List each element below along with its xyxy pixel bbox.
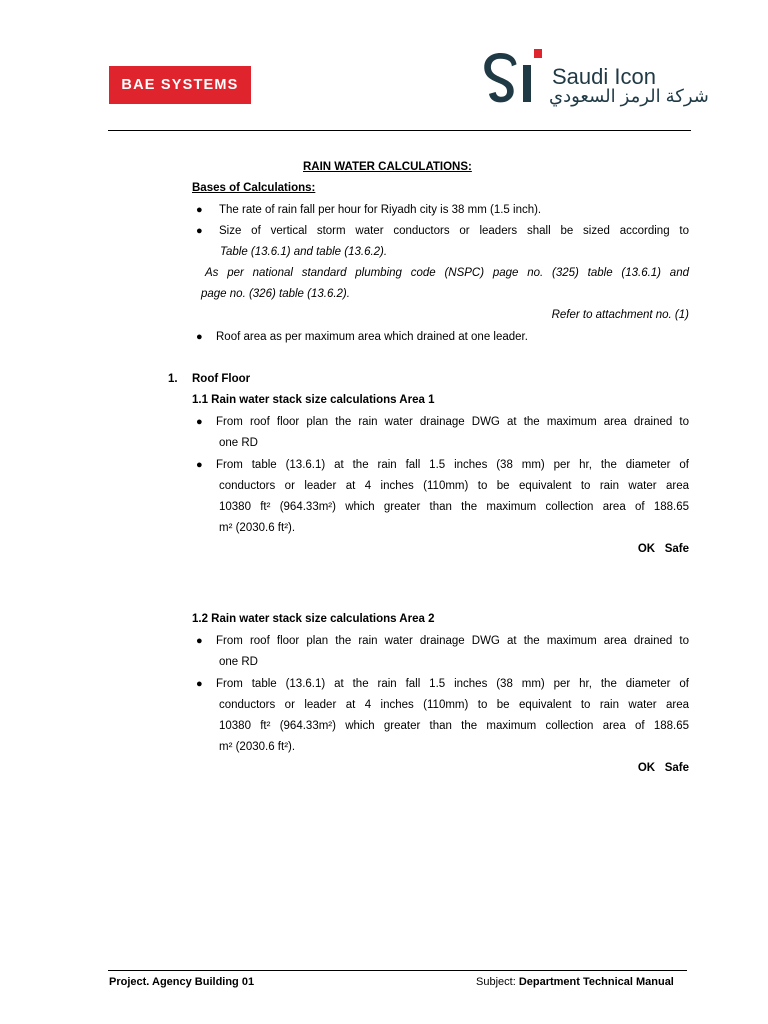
saudi-icon-arabic-name: شركة الرمز السعودي — [549, 86, 709, 106]
sub2-bullet-1-line-2: one RD — [219, 656, 258, 668]
bullet-marker: ● — [196, 225, 203, 237]
saudi-icon-logo-mark — [483, 49, 547, 105]
section-heading: Roof Floor — [192, 373, 251, 385]
footer-subject — [476, 975, 674, 989]
footer-divider — [108, 970, 687, 971]
bases-bullet-2-line-1: Size of vertical storm water conductors or leaders shall be sized according to — [219, 225, 689, 237]
bullet-marker: ● — [196, 459, 203, 471]
subsection-2-heading: 1.2 Rain water stack size calculations Area 2 — [192, 613, 435, 625]
bases-bullet-3: Roof area as per maximum area which drained at one leader. — [216, 331, 528, 343]
refer-attachment: Refer to attachment no. (1) — [551, 309, 689, 321]
sub2-bullet-2-line-4: m² (2030.6 ft²). — [219, 741, 296, 753]
sub1-result: OK Safe — [637, 543, 689, 555]
subsection-1-heading: 1.1 Rain water stack size calculations Area 1 — [192, 394, 435, 406]
bullet-marker: ● — [196, 635, 203, 647]
bullet-marker: ● — [196, 204, 203, 216]
bae-systems-logo — [109, 66, 251, 104]
page-title: RAIN WATER CALCULATIONS: — [303, 161, 472, 173]
sub1-bullet-1-line-2: one RD — [219, 437, 258, 449]
bullet-marker: ● — [196, 416, 203, 428]
sub2-bullet-1-line-1: From roof floor plan the rain water drainage DWG at the maximum area drained to — [216, 635, 689, 647]
sub1-bullet-1-line-1: From roof floor plan the rain water drainage DWG at the maximum area drained to — [216, 416, 689, 428]
section-number: 1. — [168, 373, 178, 385]
sub2-bullet-2-line-1: From table (13.6.1) at the rain fall 1.5 inches (38 mm) per hr, the diameter of — [216, 678, 689, 690]
sub1-bullet-2-line-1: From table (13.6.1) at the rain fall 1.5 inches (38 mm) per hr, the diameter of — [216, 459, 689, 471]
bullet-marker: ● — [196, 331, 203, 343]
bases-heading: Bases of Calculations: — [192, 182, 316, 194]
bases-note-line-2: page no. (326) table (13.6.2). — [201, 288, 350, 300]
sub1-bullet-2-line-4: m² (2030.6 ft²). — [219, 522, 296, 534]
sub2-result: OK Safe — [637, 762, 689, 774]
sub2-bullet-2-line-3: 10380 ft² (964.33m²) which greater than the maximum collection area of 188.65 — [219, 720, 689, 732]
header-divider — [108, 130, 691, 131]
sub1-bullet-2-line-3: 10380 ft² (964.33m²) which greater than the maximum collection area of 188.65 — [219, 501, 689, 513]
bases-note-line-1: As per national standard plumbing code (NSPC) page no. (325) table (13.6.1) and — [205, 267, 689, 279]
bases-bullet-1: The rate of rain fall per hour for Riyadh city is 38 mm (1.5 inch). — [219, 204, 542, 216]
footer-subject-value: Department Technical Manual — [518, 976, 674, 988]
bae-logo-text: BAE SYSTEMS — [121, 77, 239, 93]
footer-subject-label: Subject: — [476, 976, 519, 988]
saudi-icon-name: Saudi Icon — [552, 64, 656, 89]
bases-bullet-2-line-2: Table (13.6.1) and table (13.6.2). — [220, 246, 388, 258]
sub1-bullet-2-line-2: conductors or leader at 4 inches (110mm) to be equivalent to rain water area — [219, 480, 689, 492]
bullet-marker: ● — [196, 678, 203, 690]
footer-project: Project. Agency Building 01 — [109, 976, 255, 988]
sub2-bullet-2-line-2: conductors or leader at 4 inches (110mm) to be equivalent to rain water area — [219, 699, 689, 711]
